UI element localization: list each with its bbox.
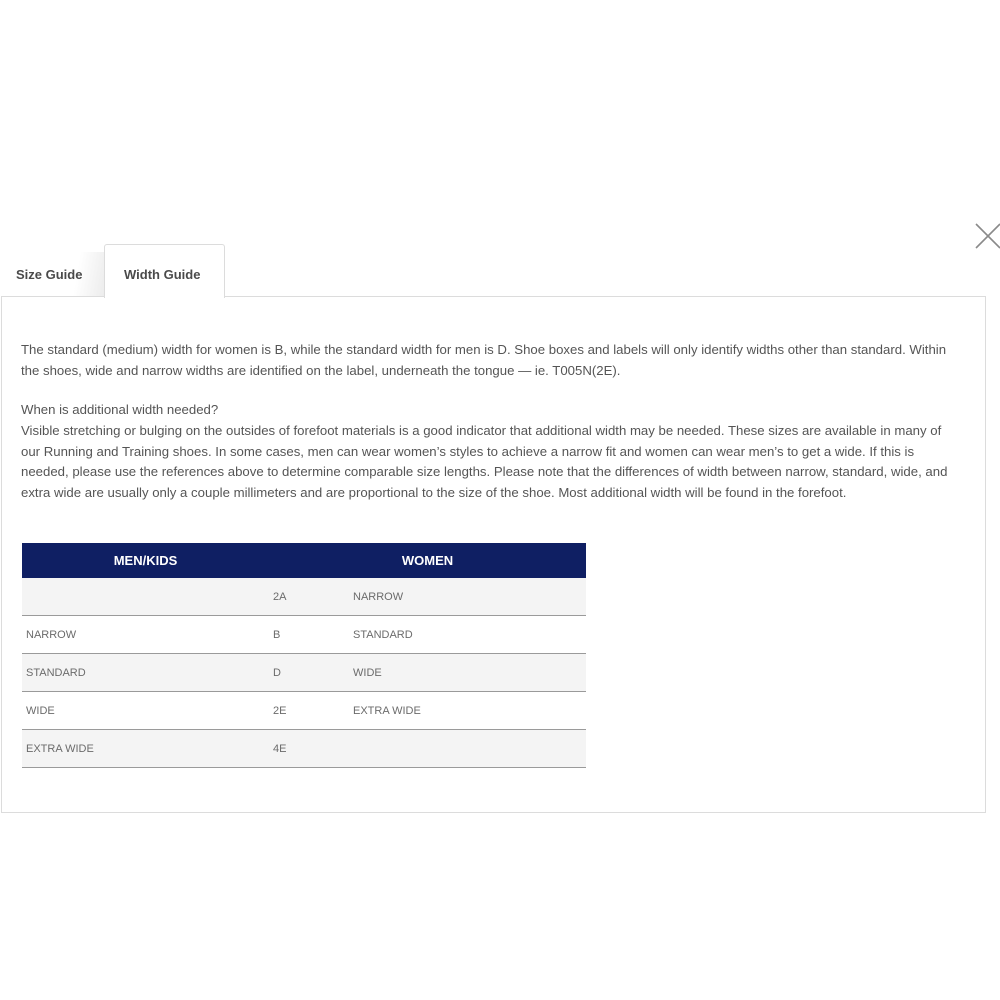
table-row [22, 616, 586, 654]
table-row [22, 654, 586, 692]
cell-men: WIDE [22, 692, 269, 730]
cell-width-code: 2A [269, 578, 349, 616]
additional-width-question: When is additional width needed? [21, 402, 219, 417]
table-row [22, 730, 586, 768]
tab-width-guide[interactable] [104, 244, 225, 298]
width-table [22, 543, 586, 768]
cell-men: EXTRA WIDE [22, 730, 269, 768]
additional-width-paragraph: Visible stretching or bulging on the outsides of forefoot materials is a good indicator that additional width may be needed. These sizes are available in many of our Running and Training shoes. In some cases, men can wear women’s styles to achieve a narrow fit and women can wear men’s to get a wide. If this is needed, please use the references above to determine comparable size lengths. Please note that the differences of width between narrow, standard, wide, and extra wide are usually only a couple millimeters and are proportional to the size of the shoe. Most additional width will be found in the forefoot. [21, 423, 948, 501]
cell-men: NARROW [22, 616, 269, 654]
close-button[interactable] [974, 222, 1000, 250]
standard-width-paragraph: The standard (medium) width for women is B, while the standard width for men is D. Shoe boxes and labels will only identify widths other than standard. Within the shoes, wide and narrow widths are identified on the label, underneath the tongue — ie. T005N(2E). [21, 342, 947, 378]
cell-women [349, 730, 586, 768]
cell-women: STANDARD [349, 616, 586, 654]
cell-width-code: D [269, 654, 349, 692]
table-row [22, 578, 586, 616]
cell-width-code: 2E [269, 692, 349, 730]
header-men-kids: MEN/KIDS [22, 543, 269, 578]
table-row [22, 692, 586, 730]
table-header-row [22, 543, 586, 578]
header-women: WOMEN [269, 543, 586, 578]
tab-size-guide[interactable] [0, 252, 104, 297]
cell-width-code: B [269, 616, 349, 654]
cell-women: WIDE [349, 654, 586, 692]
tab-size-guide-label: Size Guide [16, 267, 83, 282]
cell-width-code: 4E [269, 730, 349, 768]
cell-men: STANDARD [22, 654, 269, 692]
tab-width-guide-label: Width Guide [124, 267, 201, 282]
cell-women: NARROW [349, 578, 586, 616]
cell-women: EXTRA WIDE [349, 692, 586, 730]
close-x-icon [974, 222, 1000, 250]
guide-tabs [0, 244, 230, 297]
cell-men [22, 578, 269, 616]
